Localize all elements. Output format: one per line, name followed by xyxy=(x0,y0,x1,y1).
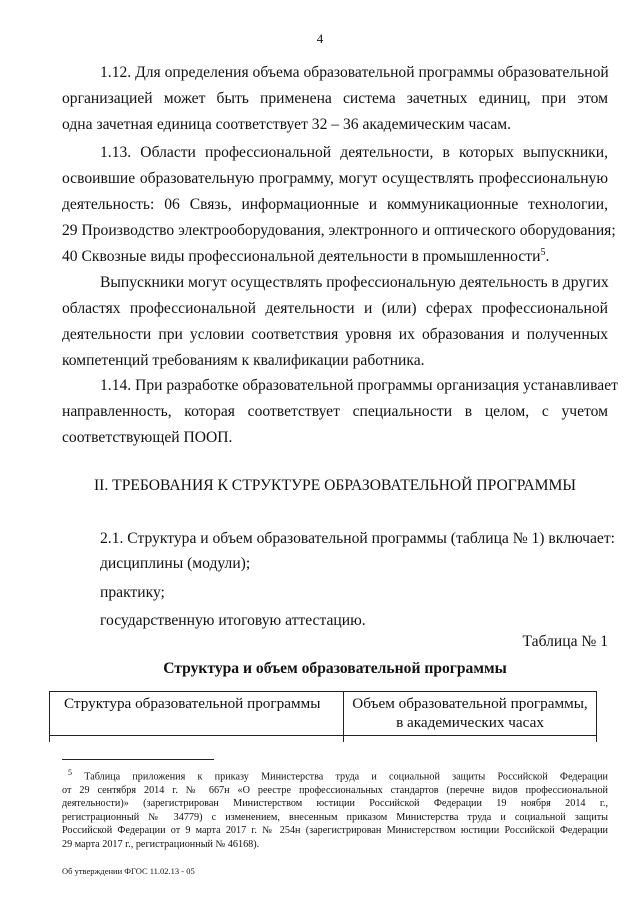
paragraph-line: 29 Производство электрооборудования, электронного и оптического оборудования; xyxy=(62,222,616,239)
footnote-line: 29 марта 2017 г., регистрационный № 46168). xyxy=(62,838,260,850)
paragraph-1-14 xyxy=(62,373,618,451)
page-footer: Об утверждении ФГОС 11.02.13 - 05 xyxy=(62,866,195,876)
paragraph-line: Выпускники могут осуществлять профессиональную деятельность в других xyxy=(100,274,609,291)
page-number: 4 xyxy=(316,31,324,46)
footnote-line: деятельности)» (зарегистрирован Министерством юстиции Российской Федерации 19 ноября 2014 г., xyxy=(62,798,608,810)
paragraph-1-13 xyxy=(62,140,616,270)
footnote-marker: 5 xyxy=(68,768,72,777)
table-header-cell: Объем образовательной программы, в академических часах xyxy=(344,692,597,736)
table-title: Структура и объем образовательной программы xyxy=(163,660,507,677)
footnote-line: Российской Федерации от 9 марта 2017 г. № 254н (зарегистрирован Министерством юстиции Российской Федерации xyxy=(62,825,608,837)
paragraph-line: одна зачетная единица соответствует 32 – 36 академическим часам. xyxy=(62,116,512,133)
table-header-row xyxy=(50,692,597,736)
table-header-cell: Структура образовательной программы xyxy=(50,692,344,736)
structure-item: государственную итоговую аттестацию. xyxy=(100,612,366,629)
paragraph-line-text: 40 Сквозные виды профессиональной деятельности в промышленности xyxy=(62,248,541,265)
footnote-line xyxy=(62,766,608,784)
table-row xyxy=(50,736,597,743)
paragraph-line: 1.13. Области профессиональной деятельности, в которых выпускники, xyxy=(100,144,608,161)
footnote-reference: 5 xyxy=(540,246,546,258)
structure-table xyxy=(49,691,597,742)
table-label: Таблица № 1 xyxy=(522,633,608,650)
footnote-line: от 29 сентября 2014 г. № 667н «О реестре профессиональных стандартов (перечне видов профессиональной xyxy=(62,784,608,796)
structure-item: дисциплины (модули); xyxy=(100,555,251,572)
table-cell xyxy=(50,736,344,743)
paragraph-line: деятельности при условии соответствия уровня их образования и полученных xyxy=(62,326,608,343)
paragraph-graduates xyxy=(62,270,608,374)
paragraph-line: направленность, которая соответствует специальности в целом, с учетом xyxy=(62,403,608,420)
section-heading: II. ТРЕБОВАНИЯ К СТРУКТУРЕ ОБРАЗОВАТЕЛЬНОЙ ПРОГРАММЫ xyxy=(93,477,576,494)
paragraph-line: деятельность: 06 Связь, информационные и коммуникационные технологии, xyxy=(62,196,608,213)
footnote xyxy=(62,766,608,851)
table-cell xyxy=(344,736,597,743)
paragraph-line-with-footnote: 40 Сквозные виды профессиональной деятельности в промышленности$^5$. xyxy=(62,246,550,265)
footnote-line-text: Таблица приложения к приказу Министерства труда и социальной защиты Российской Федерации xyxy=(84,771,609,783)
footnote-line: регистрационный № 34779) с изменением, внесенным приказом Министерства труда и социальной защиты xyxy=(62,811,608,823)
paragraph-line: компетенций требованиям к квалификации работника. xyxy=(62,352,425,369)
paragraph-line: соответствующей ПООП. xyxy=(62,429,233,446)
structure-item: практику; xyxy=(100,584,165,601)
structure-intro: 2.1. Структура и объем образовательной программы (таблица № 1) включает: xyxy=(100,530,616,547)
paragraph-line: организацией может быть применена система зачетных единиц, при этом xyxy=(62,90,608,107)
footnote-separator xyxy=(62,759,214,760)
paragraph-1-12 xyxy=(62,60,608,138)
paragraph-line: областях профессиональной деятельности и (или) сферах профессиональной xyxy=(62,300,608,317)
paragraph-line: освоившие образовательную программу, могут осуществлять профессиональную xyxy=(62,170,608,187)
paragraph-line: 1.12. Для определения объема образовательной программы образовательной xyxy=(100,64,609,81)
paragraph-line: 1.14. При разработке образовательной программы организация устанавливает xyxy=(100,377,618,394)
